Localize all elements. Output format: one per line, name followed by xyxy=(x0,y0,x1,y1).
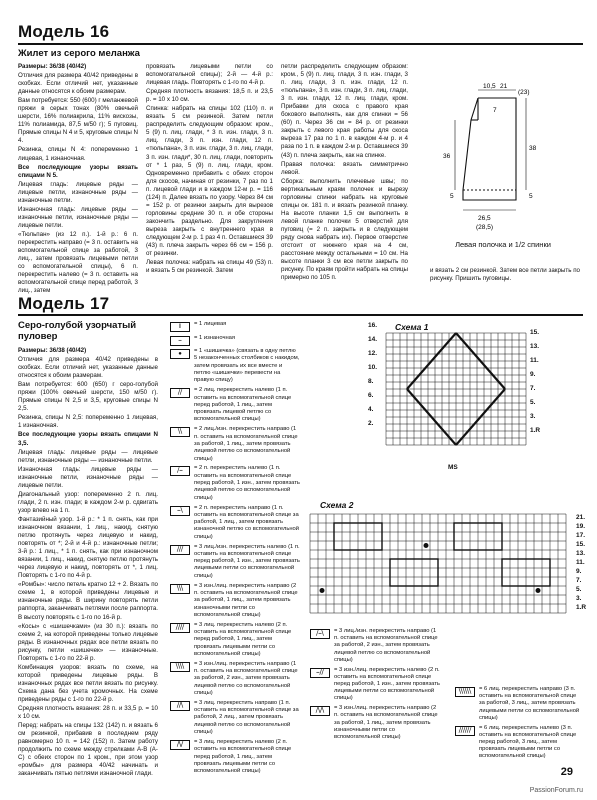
paragraph: Средняя плотность вязания: 18,5 п. и 23,5 р. = 10 х 10 см. xyxy=(146,88,273,104)
dimension-label: 5 xyxy=(450,193,454,200)
stitch-symbol-icon: ⧸⧸ xyxy=(170,388,190,398)
paragraph: Резинка, спицы N 2,5: попеременно 1 лицевая, 1 изнаночная. xyxy=(18,414,158,430)
stitch-symbol-icon: ⧸⧸⧹ xyxy=(170,701,190,711)
legend-text: = 1 изнаночная xyxy=(194,334,236,341)
stitch-symbol-icon: –⧹ xyxy=(170,506,190,516)
row-number: 1.R xyxy=(530,427,541,434)
paragraph: Изнаночная гладь: лицевые ряды — изнаночные петли, изнаночные ряды — лицевые петли. xyxy=(18,205,138,229)
paragraph: «Тюльпан» (из 12 п.). 1-й р.: 6 п. перекрестить направо (= 3 п. оставить на вспомогательной спице за работой, 3 лиц., затем провязать лицевыми петли со вспомогательной спицы), 6 п. перекрестить налево (= 3 п. оставить на вспомогательной спице перед работой, 3 лиц., затем xyxy=(18,230,138,295)
model16-column-2 xyxy=(146,63,273,276)
row-number: 16. xyxy=(368,322,378,329)
legend-entry xyxy=(310,667,440,703)
paragraph: Лицевая гладь: лицевые ряды — лицевые петли, изнаночные ряды — изнаночные петли. xyxy=(18,180,138,204)
legend-entry xyxy=(310,705,440,741)
paragraph: и вязать 2 см резинкой. Затем все петли закрыть по рисунку. Пришить пуговицы. xyxy=(430,267,580,283)
paragraph: Правая полочка: вязать симметрично левой. xyxy=(281,160,408,176)
row-number: 12. xyxy=(368,350,378,357)
model16-column-3 xyxy=(281,63,408,283)
legend-text: = 6 лиц. перекрестить налево (3 п. оставить на вспомогательной спице перед работой, 3 лиц., затем провязать лицевыми петли со вспомогательной спицы) xyxy=(479,724,577,760)
legend-entry xyxy=(455,725,580,761)
dimension-label: 26,5 xyxy=(478,215,491,222)
dimension-label: 7 xyxy=(493,107,497,114)
row-number: 13. xyxy=(530,343,540,350)
stitch-symbol-icon: ⧸⧸⧸ xyxy=(170,545,190,555)
paragraph: Отличия для размера 40/42 приведены в скобках. Если отличий нет, указанные данные относятся к обоим размерам. xyxy=(18,356,158,380)
legend-text: = 2 лиц. перекрестить налево (1 п. оставить на вспомогательной спице перед работой, 1 лиц., затем провязать лицевой петлю со вспомогательной спицы) xyxy=(194,387,292,423)
legend-text: = 2 п. перекрестить направо (1 п. оставить на вспомогательной спице за работой, 1 лиц., затем провязать изнаночной петлю со вспомогательной спицы) xyxy=(194,504,300,540)
paragraph: Фантазийный узор. 1-й р.: * 1 п. снять, как при изнаночном вязании, 1 лиц., накид, снятую петлю протянуть через лицевую и накид, повторять от *; 2-й и 4-й р.: изнаночные петли; 3-й р.: 1 лиц., * 1 п. снять, как при изнаночном вязании, 1 лиц., накид, снятую петлю протянуть через лицевую и накид, повторять от *, 1 лиц. Повторять с 1-го по 4-й р. xyxy=(18,515,158,580)
legend-entry xyxy=(170,387,300,423)
model16-column-1 xyxy=(18,63,138,296)
paragraph: Изнаночная гладь: лицевые ряды — изнаночные петли, изнаночные ряды — лицевые петли. xyxy=(18,465,158,489)
row-number: 4. xyxy=(368,406,374,413)
row-number: 7. xyxy=(576,577,582,584)
row-number: 1.R xyxy=(576,604,587,611)
paragraph: Левая полочка: набрать на спицы 49 (53) п. и вязать 5 см резинкой. Затем xyxy=(146,259,273,275)
model16-title: Модель 16 xyxy=(18,22,110,41)
model17-title: Модель 17 xyxy=(18,294,110,313)
row-number: 13. xyxy=(576,550,586,557)
row-number: 10. xyxy=(368,364,378,371)
schema2-title: Схема 2 xyxy=(320,500,354,510)
row-number: 15. xyxy=(576,541,586,548)
stitch-legend xyxy=(170,321,300,778)
stitch-symbol-icon: I xyxy=(170,322,190,332)
legend-text: = 3 изн./лиц. перекрестить направо (1 п. оставить на вспомогательной спице за работой, 2 изн., затем провязать лицевой петлю со вспомогательной спицы) xyxy=(194,660,298,696)
schema1-grid xyxy=(386,333,526,448)
front-and-back-schematic xyxy=(438,80,568,240)
legend-text: = 1 «шишечка» (связать в одну петлю 5 незаконченных столбиков с накидом, затем провязать их все вместе и петлю «шишечки» перевести на правую спицу) xyxy=(194,348,300,384)
legend-entry xyxy=(310,628,440,664)
row-number: 9. xyxy=(576,568,582,575)
legend-text: = 3 изн./лиц. перекрестить направо (2 п. оставить на вспомогательной спице за работой, 1 лиц., затем провязать изнаночными петли со вспомогательной спицы) xyxy=(194,582,298,618)
stitch-symbol-icon: ⧹⧹⧹⧹⧹⧹ xyxy=(455,687,475,697)
dimension-label: 36 xyxy=(443,153,451,160)
legend-text: = 3 лиц. перекрестить налево (2 п. оставить на вспомогательной спице перед работой, 1 лиц., затем провязать лицевыми петли со вспомогательной спицы) xyxy=(194,738,292,775)
stitch-symbol-icon: ⧹⧹⧹⧹ xyxy=(170,662,190,672)
stitch-symbol-icon: ⧸⧹⧸⧹ xyxy=(310,706,330,716)
legend-text: = 2 лиц./изн. перекрестить направо (1 п. оставить на вспомогательной спице за работой, 1 лиц., затем провязать лицевой петлю со вспомогательной спицы) xyxy=(194,426,298,462)
row-number: 7. xyxy=(530,385,536,392)
stitch-symbol-icon: ⧹⧹ xyxy=(170,427,190,437)
legend-entry xyxy=(170,426,300,462)
row-number: 19. xyxy=(576,523,586,530)
row-number: 9. xyxy=(530,371,536,378)
paragraph: Комбинация узоров: вязать по схеме, на которой приведены лицевые ряды. В изнаночных рядах все петли вязать по рисунку. Схема дана без учета кромочных. На схеме приведены ряды с 1-го по 22-й р. xyxy=(18,663,158,703)
model17-column-1 xyxy=(18,347,158,779)
legend-text: = 3 изн./лиц. перекрестить направо (2 п. оставить на вспомогательной спице за работой, 1 лиц., затем провязать изнаночными петли со вспомогательной спицы) xyxy=(334,705,438,741)
site-watermark: PassionForum.ru xyxy=(529,787,583,794)
paragraph: Размеры: 36/38 (40/42) xyxy=(18,347,87,354)
stitch-symbol-icon: ⧸⧹⧸ xyxy=(170,740,190,750)
dimension-label: 21 xyxy=(500,83,508,90)
model16-rule xyxy=(18,43,583,45)
model17-rule xyxy=(18,314,583,316)
paragraph: петли распределить следующим образом: кром., 5 (9) п. лиц. глади, 3 п. изн. глади, 3 п. лиц. глади, 3 п. изн. глади, 12 п. «тюльпана», 3 п. изн. глади, 3 п. лиц. глади, 3 п. изн. глади, 12 п. лиц. глади, кром. Прибавки для скоса с правого края бокового выполнять, как для спинки = 56 (60) п. Через 36 см = 84 р. от резинки закрыть с левого края работы для скоса выреза 17 раз по 1 п. в каждом 4-м р. и 4 раза по 1 п. в каждом 2-м р. Оставшиеся 39 (43) п. плеча закрыть, как на спинке. xyxy=(281,63,408,159)
legend-text: = 1 лицевая xyxy=(194,321,227,327)
paragraph: Сборка: выполнить плечевые швы; по вертикальным краям полочек и вырезу горловины спинки набрать на круговые спицы ок. 181 п. и вязать резинкой планку. На высоте планки 1,5 см выполнить в левой планке полочки 5 отверстий для пуговиц (= 2 п. закрыть и в следующем ряду снова набрать их). Первое отверстие отстоит от нижнего края на 4 см, расстояние между остальными = 10 см. На высоте планки 3 см все петли закрыть по рисунку. По краям пройти набрать на спицы примерно по 105 п. xyxy=(281,177,408,282)
paragraph: «Косы» с «шишечками» (из 30 п.): вязать по схеме 2, на которой приведены только лицевые ряды. В изнаночных рядах все петли вязать по рисунку, петли «шишечек» — изнаночные. Повторять с 1-го по 22-й р. xyxy=(18,622,158,662)
schema1-title: Схема 1 xyxy=(395,322,429,332)
legend-entry xyxy=(170,700,300,736)
stitch-symbol-icon: – xyxy=(170,336,190,346)
legend-entry xyxy=(170,661,300,697)
legend-entry xyxy=(170,465,300,501)
legend-entry xyxy=(170,335,300,346)
dimension-label: 10,5 xyxy=(483,83,496,90)
stitch-legend-right xyxy=(455,686,580,763)
legend-entry xyxy=(455,686,580,722)
paragraph: Все последующие узоры вязать спицами N 5. xyxy=(18,163,138,179)
paragraph: Перед: набрать на спицы 132 (142) п. и вязать 6 см резинкой, прибавив в последнем ряду равномерно 10 п. = 142 (152) п. Затем работу продолжить по схеме между стрелками А-В (А-С) с обеих сторон по 1 кром., при этом узор «ромбы» для размера 40/42 начинать и заканчивать пятью петлями изнаночной глади. xyxy=(18,722,158,778)
dimension-label: 38 xyxy=(529,145,537,152)
page-number: 29 xyxy=(560,766,573,778)
row-number: 3. xyxy=(576,595,582,602)
schema2-grid xyxy=(310,514,570,614)
stitch-symbol-icon: ⧸– xyxy=(170,466,190,476)
row-number: 6. xyxy=(368,392,374,399)
legend-entry xyxy=(170,739,300,775)
row-number: 11. xyxy=(530,357,539,364)
paragraph: Лицевая гладь: лицевые ряды — лицевые петли, изнаночные ряды — изнаночные петли. xyxy=(18,448,158,464)
legend-entry xyxy=(170,348,300,384)
row-number: 17. xyxy=(576,532,586,539)
row-number: 8. xyxy=(368,378,374,385)
dimension-label: 5 xyxy=(529,193,533,200)
paragraph: Отличия для размера 40/42 приведены в скобках. Если отличий нет, указанные данные относятся к обоим размерам. xyxy=(18,72,138,96)
schema1-ms-label: MS xyxy=(448,464,458,471)
stitch-symbol-icon: ⧸⧸⧸⧸⧸⧸ xyxy=(455,726,475,736)
legend-text: = 6 лиц. перекрестить направо (3 п. оставить на вспомогательной спице за работой, 3 лиц., затем провязать лицевыми петли со вспомогательной спицы) xyxy=(479,686,580,721)
dimension-label: (23) xyxy=(518,89,530,96)
stitch-symbol-icon: –⧸⧸ xyxy=(310,668,330,678)
paragraph: Средняя плотность вязания: 28 п. и 33,5 р. = 10 х 10 см. xyxy=(18,705,158,721)
legend-entry xyxy=(170,505,300,541)
model17-subtitle: Серо-голубой узорчатый пуловер xyxy=(18,320,137,342)
model16-subtitle: Жилет из серого меланжа xyxy=(18,48,140,59)
paragraph: Диагональный узор: попеременно 2 п. лиц. глади, 2 п. изн. глади; в каждом 2-м р. сдвигать узор влево на 1 п. xyxy=(18,490,158,514)
paragraph: Вам потребуется: 600 (650) г серо-голубой пряжи (100% овечьей шерсти, 150 м/50 г). Прямые спицы N 2,5 и 3,5, круговые спицы N 2,5. xyxy=(18,381,158,413)
legend-text: = 3 изн./лиц. перекрестить налево (2 п. оставить на вспомогательной спице перед работой, 1 изн., затем провязать лицевыми петли со вспомогательной спицы) xyxy=(334,666,440,702)
stitch-symbol-icon: ⧹⧹⧹ xyxy=(170,584,190,594)
row-number: 5. xyxy=(576,586,582,593)
legend-text: = 3 лиц. перекрестить налево (2 п. оставить на вспомогательной спице перед работой, 1 лиц., затем провязать лицевыми петли со вспомогательной спицы) xyxy=(194,621,292,657)
legend-entry xyxy=(170,544,300,580)
row-number: 5. xyxy=(530,399,536,406)
row-number: 3. xyxy=(530,413,536,420)
dimension-label: (28,5) xyxy=(476,224,493,231)
row-number: 2. xyxy=(368,420,374,427)
stitch-symbol-icon: ⧸–⧹ xyxy=(310,629,330,639)
legend-text: = 2 п. перекрестить налево (1 п. оставить на вспомогательной спице перед работой, 1 изн., затем провязать лицевой петлю со вспомогательной спицы) xyxy=(194,465,300,501)
paragraph: Все последующие узоры вязать спицами N 3,5. xyxy=(18,431,158,447)
stitch-symbol-icon: ● xyxy=(170,349,190,359)
row-number: 14. xyxy=(368,336,378,343)
paragraph: провязать лицевыми петли со вспомогательной спицы); 2-й — 4-й р.: лицевая гладь. Повторять с 1-го по 4-й р. xyxy=(146,63,273,87)
paragraph: Размеры: 36/38 (40/42) xyxy=(18,63,87,70)
legend-text: = 3 лиц./изн. перекрестить направо (1 п. оставить на вспомогательной спице за работой, 2 изн., затем провязать лицевой петлю со вспомогательной спицы) xyxy=(334,628,438,663)
schematic-caption: Левая полочка и 1/2 спинки xyxy=(455,240,551,249)
legend-text: = 3 лиц. перекрестить направо (1 п. оставить на вспомогательной спице за работой, 2 лиц., затем провязать лицевой петлю со вспомогательной спицы) xyxy=(194,699,299,736)
row-number: 15. xyxy=(530,329,540,336)
legend-text: = 3 лиц./изн. перекрестить налево (1 п. оставить на вспомогательной спице перед работой, 1 изн., затем провязать лицевыми петли со вспомогательной спицы) xyxy=(194,543,300,579)
paragraph: Вам потребуется: 550 (600) г меланжевой пряжи в серых тонах (80% овечьей шерсти, 16% полиакрила, 11% вискозы, 11% полиамида, 87,5 м/50 г); 5 пуговиц. Прямые спицы N 4 и 5, круговые спицы N 4. xyxy=(18,97,138,145)
legend-entry xyxy=(170,583,300,619)
row-number: 11. xyxy=(576,559,585,566)
model16-column-4 xyxy=(430,267,580,284)
stitch-symbol-icon: ⧸⧸⧸⧸ xyxy=(170,623,190,633)
stitch-legend-bottom xyxy=(310,628,440,744)
legend-entry xyxy=(170,622,300,658)
legend-entry xyxy=(170,321,300,332)
paragraph: «Ромбы»: число петель кратно 12 + 2. Вязать по схеме 1, в которой приведены лицевые и изнаночные ряды. В ширину повторять петли раппорта, заканчивать петлями после раппорта. В высоту повторять с 1-го по 16-й р. xyxy=(18,581,158,621)
row-number: 21. xyxy=(576,514,586,521)
paragraph: Спинка: набрать на спицы 102 (110) п. и вязать 5 см резинкой. Затем петли распределить следующим образом: кром., 5 (9) п. лиц. глади, * 3 п. изн. глади, 3 п. лиц. глади, 3 п. изн. глади, 12 п. «тюльпана», 3 п. изн. глади, 3 п. лиц. глади, 3 п. изн. глади*, 30 п. лиц. глади, повторить от * 1 раз, 5 (9) п. лиц. глади, кром. Одновременно прибавить с обеих сторон для скосов, начиная от резинки, 7 раз по 1 п. лицевой глади и в каждом 12-м р. = 116 (124) п. Далее вязать по узору. Через 84 см = 152 р. от резинки закрыть для вырезов горловины средние 30 п. и обе стороны закончить раздельно. Для закругления выреза закрыть с внутреннего края в следующем 2-м р. 1 раз 4 п. Оставшиеся 39 (43) п. плеча закрыть через 66 см = 156 р. от резинки. xyxy=(146,105,273,258)
paragraph: Резинка, спицы N 4: попеременно 1 лицевая, 1 изнаночная. xyxy=(18,146,138,162)
